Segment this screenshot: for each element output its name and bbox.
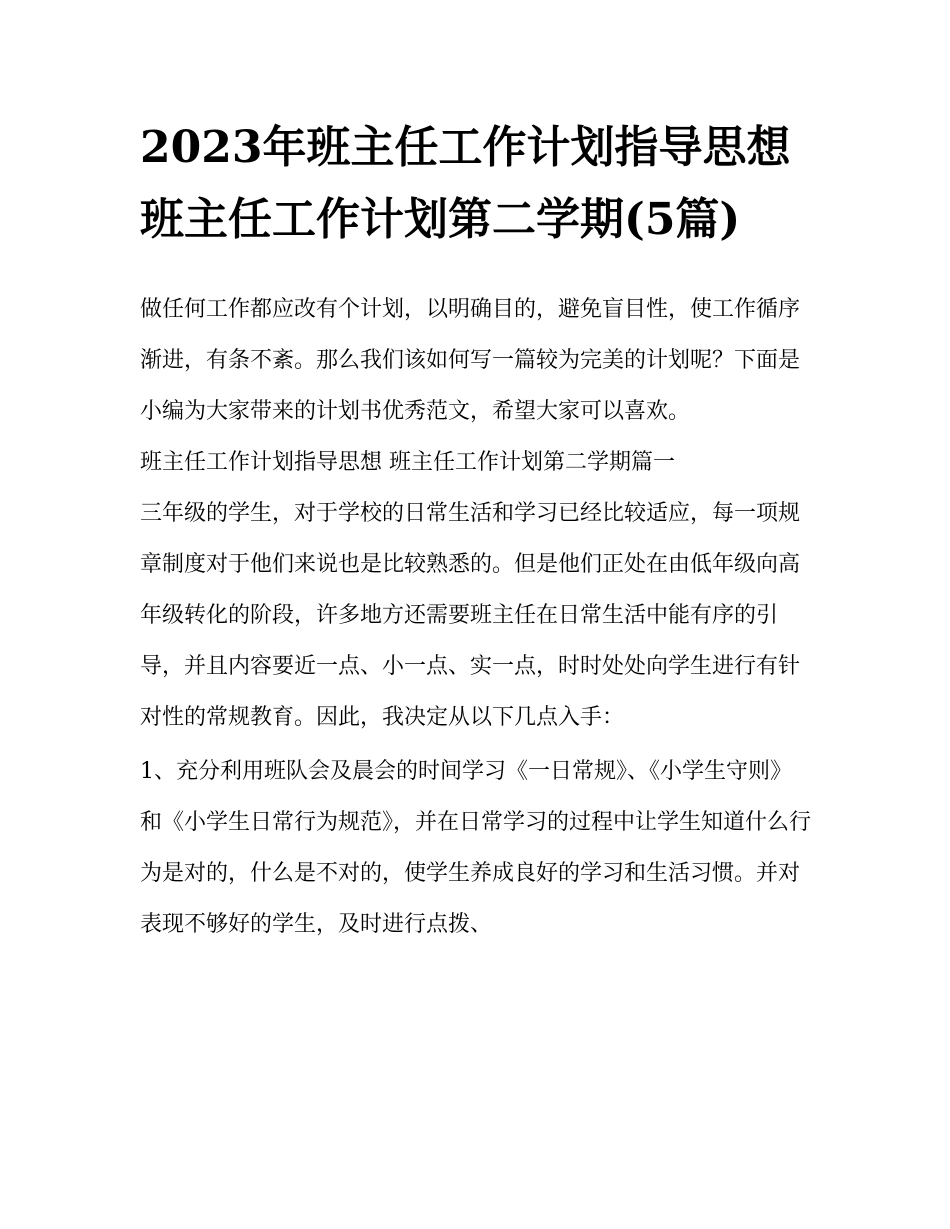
body-paragraph-1: 三年级的学生，对于学校的日常生活和学习已经比较适应，每一项规章制度对于他们来说也是比较熟悉的。但是他们正处在由低年级向高年级转化的阶段，许多地方还需要班主任在日常生活中能有序的引导，并且内容要近一点、小一点、实一点，时时处处向学生进行有针对性的常规教育。因此，我决定从以下几点入手： bbox=[140, 501, 801, 730]
body-paragraph-2: 1、充分利用班队会及晨会的时间学习《一日常规》、《小学生守则》和《小学生日常行为规范》，并在日常学习的过程中让学生知道什么行为是对的，什么是不对的，使学生养成良好的学习和生活习惯。并对表现不够好的学生，及时进行点拨、 bbox=[140, 759, 812, 937]
document-content bbox=[140, 112, 812, 950]
intro-paragraph: 做任何工作都应改有个计划，以明确目的，避免盲目性，使工作循序渐进，有条不紊。那么我们该如何写一篇较为完美的计划呢？下面是小编为大家带来的计划书优秀范文，希望大家可以喜欢。 bbox=[140, 297, 801, 424]
section-heading: 班主任工作计划指导思想 班主任工作计划第二学期篇一 bbox=[140, 450, 675, 475]
document-title: 2023年班主任工作计划指导思想 班主任工作计划第二学期(5篇) bbox=[140, 122, 791, 245]
